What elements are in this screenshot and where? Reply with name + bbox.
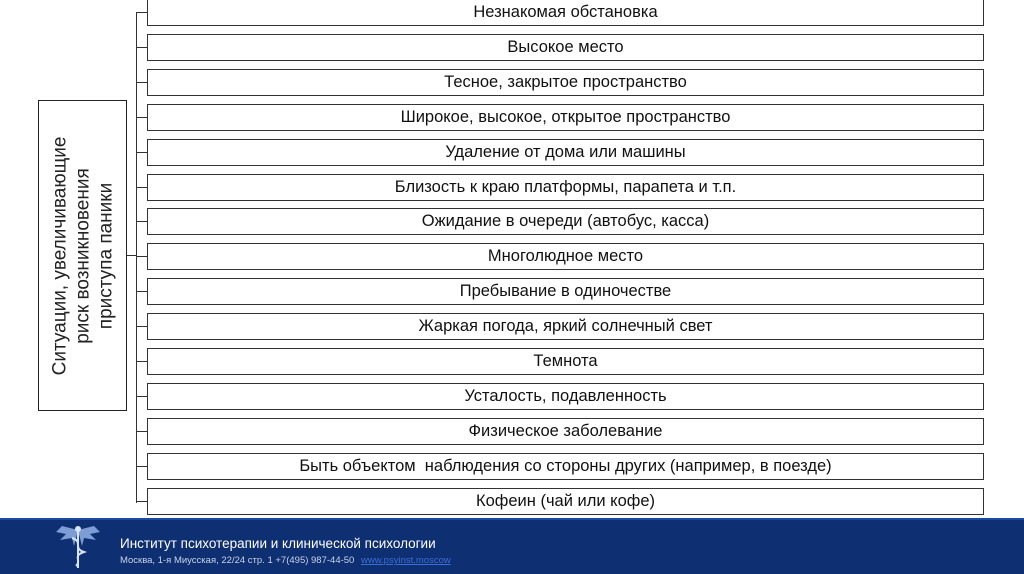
situation-item: Широкое, высокое, открытое пространство — [147, 104, 984, 131]
situation-item: Тесное, закрытое пространство — [147, 69, 984, 96]
situation-item: Многолюдное место — [147, 243, 984, 270]
institute-logo-icon — [52, 524, 104, 570]
institute-address: Москва, 1-я Миусская, 22/24 стр. 1 +7(495) 987-44-50 — [120, 555, 355, 566]
item-connector — [136, 431, 147, 432]
item-connector — [136, 47, 147, 48]
situation-item: Удаление от дома или машины — [147, 139, 984, 166]
situation-item: Жаркая погода, яркий солнечный свет — [147, 313, 984, 340]
item-connector — [136, 12, 147, 13]
institute-name: Институт психотерапии и клинической психологии — [120, 536, 436, 551]
footer-bar — [0, 518, 1024, 574]
item-connector — [136, 82, 147, 83]
institute-contacts — [120, 555, 451, 566]
situation-item: Кофеин (чай или кофе) — [147, 488, 984, 515]
item-connector — [136, 396, 147, 397]
root-label-line: риск возникновения — [72, 167, 93, 344]
situation-item: Незнакомая обстановка — [147, 0, 984, 26]
item-connector — [136, 152, 147, 153]
situation-item: Пребывание в одиночестве — [147, 278, 984, 305]
item-connector — [136, 221, 147, 222]
situation-item: Усталость, подавленность — [147, 383, 984, 410]
situation-item: Быть объектом наблюдения со стороны других (например, в поезде) — [147, 453, 984, 480]
item-connector — [136, 291, 147, 292]
situation-item: Ожидание в очереди (автобус, касса) — [147, 208, 984, 235]
tree-trunk-line — [136, 13, 137, 503]
situation-item: Темнота — [147, 348, 984, 375]
website-link[interactable]: www.psyinst.moscow — [360, 555, 451, 566]
item-connector — [136, 326, 147, 327]
root-node — [38, 100, 127, 411]
root-label-line: приступа паники — [95, 182, 116, 329]
item-connector — [136, 256, 147, 257]
item-connector — [136, 187, 147, 188]
item-connector — [136, 501, 147, 502]
situation-item: Физическое заболевание — [147, 418, 984, 445]
root-label-line: Ситуации, увеличивающие — [49, 136, 70, 375]
root-connector — [127, 255, 136, 256]
item-connector — [136, 361, 147, 362]
situation-item: Близость к краю платформы, парапета и т.п. — [147, 174, 984, 201]
situation-item: Высокое место — [147, 34, 984, 61]
item-connector — [136, 466, 147, 467]
root-label — [48, 106, 117, 406]
item-connector — [136, 117, 147, 118]
